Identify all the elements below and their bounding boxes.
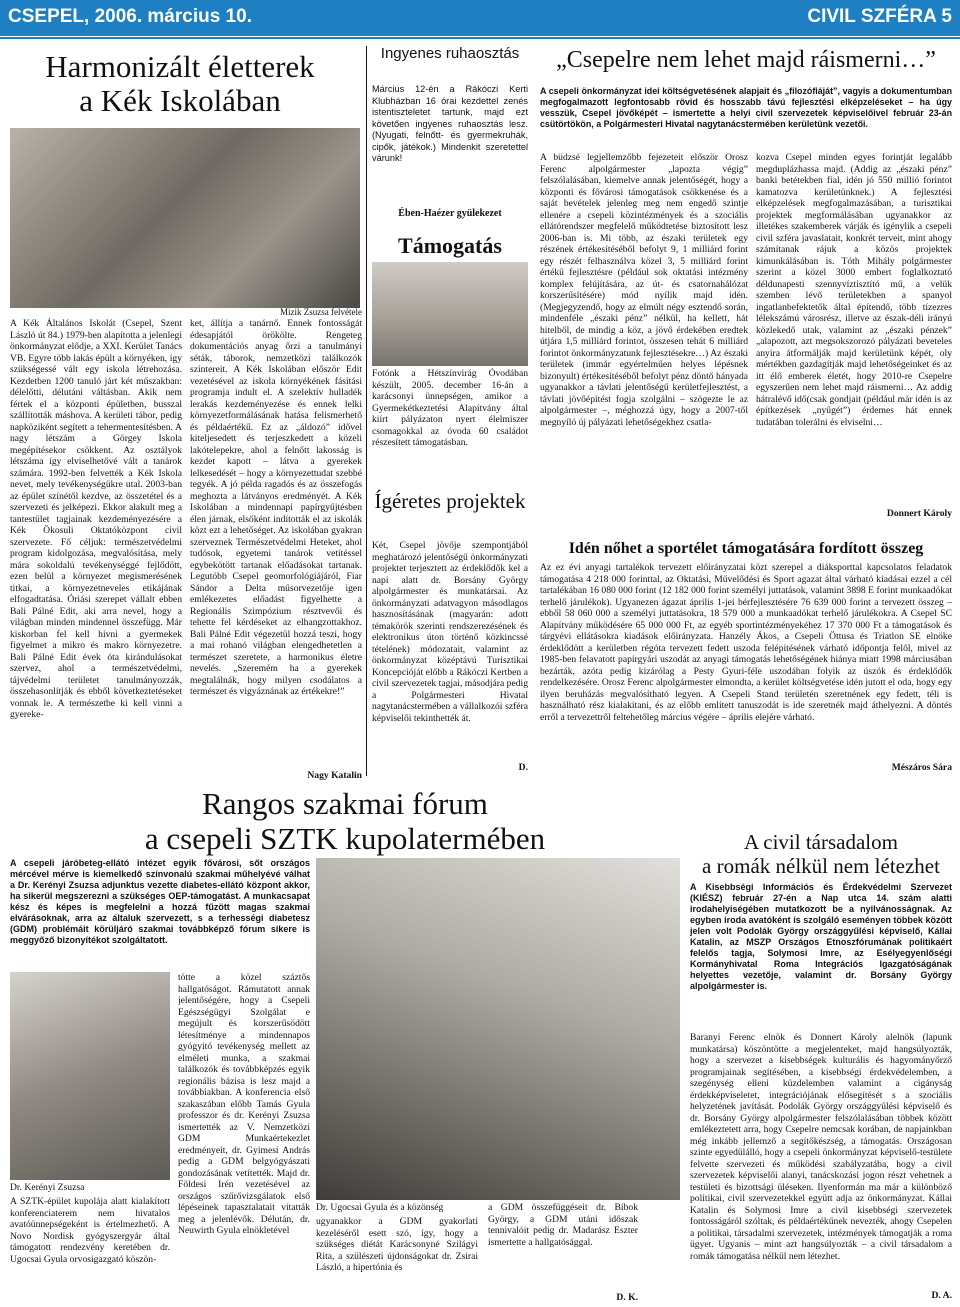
art6-author: Mészáros Sára xyxy=(891,762,952,773)
art8-title-line2: a romák nélkül nem létezhet xyxy=(702,854,940,878)
column-divider xyxy=(366,46,367,776)
art2-signature: Ében-Haézer gyülekezet xyxy=(398,208,502,219)
art1-author: Nagy Katalin xyxy=(307,770,362,781)
art7-title-line1: Rangos szakmai fórum xyxy=(202,786,488,821)
art2-title: Ingyenes ruhaosztás xyxy=(380,45,520,62)
art5-column-1: A büdzsé legjellemzőbb fejezeteit először Orosz Ferenc alpolgármester „lapozta végig” felszólalásában, kiemelve annak jelentőségét, hogy a központi és fővárosi támogatások csökkenése és a saját bevételek jelenleg meg nem engedő szintje ellenére a csepeli közintézmények és a szociális ellátórendszer megfelelő működtetése biztosított lesz 2006-ban is. Mi több, az északi területek egy részének értékesítéséből befolyt 9, 1 milliárd forint egy részét felhasználva közel 3, 5 milliárd forint értékű fejlesztésre (például sok oktatási intézmény komplex felújítására, az út- és csatornahálózat korszerűsítésére) mód nyílik majd idén. (Megjegyzendő, hogy az elmúlt négy esztendő során, mindenféle „északi pénz” nélkül, ha kellett, hát hitelből, de mindig a köz, a jövő érdekében eredtek útjára 1,5 milliárd forintot, összesen tehát 6 milliárd forintot önkormányzatunk fejlesztésekre…) Az északi területek (immár egyértelműen helyes lépésnek bizonyult) értékesítéséből befolyt pénz döntő hányada ugyanakkor a távlati jelentőségű kerületfejlesztést, a távlati jövőépítést fogja szolgálni – szögezte le az alpolgármester –, méghozzá úgy, hogy a 2007-től megnyíló új pályázati lehetőségekhez csatla- xyxy=(540,152,748,428)
art7-photo-left-caption: Dr. Kerényi Zsuzsa xyxy=(10,1182,85,1193)
art6-title: Idén nőhet a sportélet támogatására fordított összeg xyxy=(568,540,924,557)
art2-body: Március 12-én a Rákóczi Kerti Klubházban 16 órai kezdettel zenés istentiszteletet tartunk, majd ezt követően ingyenes ruhaosztás lesz. (Nyugati, felnőtt- és gyermekruhák, cipők, játékok.) Mindenkit szeretettel várunk! xyxy=(372,84,528,163)
art3-photo-kindergarten xyxy=(372,262,528,366)
art8-body: Baranyi Ferenc elnök és Donnert Károly alelnök (lapunk munkatársa) köszöntötte a megjelenteket, majd hangsúlyozták, hogy a szervezet a kisebbségek kulturális és hagyományőrző programjainak segítésében, a kisebbségi érdekvédelemben, a szegénység elleni küzdelemben valamint a cigányság érdekképviseletet, integrációjának elősegítését s a szociális helyzetének javítását. Podolák György országgyűlési képviselő és dr. Borsány György alpolgármester felszólalásában többek között emlékeztetett arra, hogy Csepelre nemcsak korában, de napjainkban még inkább jellemző a segítőkészség, a támogatás. Országosan szinte egyedülálló, hogy a csepeli önkormányzat képviselő-testülete felvette szervezeti és működési szabályzatába, hogy a civil szervezetek képviselői alanyi, tanácskozási jogon részt vehetnek a testületi és bizottsági üléseken. Ilyenformán ma már a különböző politikai, civil szervezetekkel együtt adja az önkormányzat. Kállai Katalin és Solymosi Imre a civil kisebbségi szervezetek fontosságáról szóltak, és példaértékűnek nevezték, ahogy Csepelen a politikai, társadalmi szervezetek, intézmények támogatják a roma ügyet. Ugyanis – mint azt hangsúlyozták – a civil társadalom a romák támogatása nélkül nem létezhet. xyxy=(690,1032,952,1262)
page-header xyxy=(0,0,960,36)
art7-lead: A csepeli járóbeteg-ellátó intézet egyik fővárosi, sőt országos mércével mérve is kiemelkedő színvonalú szakmai műhelyévé válhat a Dr. Kerényi Zsuzsa adjunktus vezette diabetes-ellátó központ akkor, ha sikerül megszerezni a szükséges OEP-támogatást. A munkacsapat kész és képes is megfelelni a hozzá fűzött magas szakmai elvárásoknak, arra az általuk szervezett, s a terhességi diabetesz (GDM) problémáit körüljáró szakmai továbbképző fórum sikere is meggyőző bizonyítékot szolgáltatott. xyxy=(10,858,310,945)
art7-column-1: A SZTK-épület kupolája alatt kialakított konferenciaterem nem hivatalos avatóünnepségeként is értelmezhető. A Novo Nordisk gyógyszergyár által támogatott rendezvény keretében dr. Ugocsai Gyula orvosigazgató köszön- xyxy=(10,1196,170,1265)
art1-title-line1: Harmonizált életterek xyxy=(45,49,315,84)
art1-title xyxy=(10,50,350,118)
art4-body: Két, Csepel jövője szempontjából meghatározó jelentőségű önkormányzati projektet terjesztett az érdeklődők kel a napi alatt dr. Borsány György alpolgármester és munkatársai. Az önkormányzati adatvagyon másodlagos hasznosításának (magyarán: adott témakörök szerinti rendszerezésének és elektronikus úton történő közkincssé tételének) módozatait, valamint az önkormányzat középtávú Turisztikai Koncepcióját előbb a Rákóczi Kertben a civil szervezetek tagjai, másodjára pedig a Polgármesteri Hivatal nagytanácstermében a vállalkozói szféra képviselői tekinthették át. xyxy=(372,540,528,724)
art7-photo-portrait xyxy=(10,972,170,1180)
art7-author: D. K. xyxy=(616,1292,638,1303)
art5-column-2: kozva Csepel minden egyes forintját legalább megduplázhassa majd. (Addig az „északi pénz” banki betétekben fial, idén jó 550 millió forintot kamatozva kerületünknek.) A fejlesztési elképzelések megfogalmazásában, a turisztikai projektek megformálásában ugyanakkor az illetékes szakemberek várják és igénylik a csepeli civil szféra javaslatait, konkrét terveit, mint ahogy számítanak rájuk a közös projektek kimunkálásában is. Tóth Mihály polgármester szerint a közel 3000 embert foglalkoztató déldunapesti szennyvíztisztító mű, a velük szemben lévő területekben a spanyol ingatlanbefektetők által építendő, több tízezres lélekszámú városrész, illetve az észak-déli irányú közlekedő utak, valamint az „északi pénzek” „alapozott, azt megsokszorozó pályázati beveteles anyira átformálják majd kerületünk képét, oly mértékben gazdagítják majd lehetőségeinket és az itt élő emberek életét, hogy 2010-re Csepelre egyszerűen nem lehet majd ráismerni… Az addig hátralévő idő(csak gondjait (például már idén is az építkezések „nyűgét”) érdemes hát ennek tudatában tolerálni és elviselni… xyxy=(756,152,952,428)
art6-body: Az ez évi anyagi tartalékok tervezett előirányzatai közt szerepel a diáksporttal kapcsolatos feladatok támogatása 4 218 000 forinttal, az Oktatási, Művelődési és Sport agazat által várható kiadásai ezzel a cél tartalékában 16 080 000 forint (12 182 000 forint személyi juttatások, valamint 3898 E forint munkaadókat terhelő járulékok). Ugyanezen ágazat április 1-jei bérfejlesztésére 76 639 000 forint a tervezett összeg – ebből 58 060 000 a személyi juttatásokra, 18 579 000 a munkaadókat terhelő járulékokra. A Csepel SC Alapítvány működésére 65 000 000 Ft, az egyéb sportintézményekéhez 17 370 000 Ft a támogatások és tárgyévi ellátásokra kiadások előirányzata. Hanzély Ákos, a Csepeli Öttusa és Triatlon SE elnöke érdeklődött a kerületben régóta tervezett fedett uszoda felépítésének várható időpontja felől, mivel az 1985-ben felavatott papírgyári uszodát az anyagi támogatás lehetőségének hiánya miatt 1998 márciusában bezárták, azóta pedig kizárólag a Pesty Gyuri-féle uszodában folyik az úszók és érdeklődők rendelkezésére. Orosz Ferenc alpolgármester elmondta, a kerület költségvetése idén jutott el oda, hogy egy ilyen beruházás megvalósítható legyen. A Csepeli Stand területén szeretnének egy fedett, téli is használható rész kialakítani, és az előbb említett tanuszodát is ide szeretnék majd áthelyezni. A döntés erről a tervezettről feltehetőleg március végére – április elejére várható. xyxy=(540,562,952,723)
art7-column-3: ugyanakkor a GDM gyakorlati kezeléséről esett szó, így, hogy a szükséges diétát Karácsonyné Szilágyi Rita, a szülészeti újdonságokat dr. Zsirai László, a hipertónia és xyxy=(316,1216,478,1273)
art8-title xyxy=(690,830,952,878)
art5-author: Donnert Károly xyxy=(886,508,952,519)
art1-title-line2: a Kék Iskolában xyxy=(79,83,281,118)
art3-title: Támogatás xyxy=(398,233,502,258)
art7-column-4: a GDM összefüggéseit dr. Bíbok György, a GDM utáni időszak tennivalóit pedig dr. Madarász Eszter ismertette a hallgatósággal. xyxy=(488,1202,638,1248)
art1-photo-credit: Mizik Zsuzsa felvétele xyxy=(280,307,362,317)
art7-title xyxy=(10,786,680,856)
header-date: CSEPEL, 2006. március 10. xyxy=(8,6,252,27)
art7-title-line2: a csepeli SZTK kupolatermében xyxy=(144,821,546,856)
art8-author: D. A. xyxy=(931,1290,952,1301)
art4-title: Ígéretes projektek xyxy=(374,489,526,513)
art7-photo-audience xyxy=(316,858,680,1200)
art8-lead: A Kisebbségi Információs és Érdekvédelmi Szervezet (KIÉSZ) február 27-én a Nap utca 14. szám alatti irodahelyiségében mutatkozott be a nyilvánosságnak. Az egyben iroda avatóként is szolgáló eseményen többek között jelen volt Podolák György országgyűlési képviselő, Kállai Katalin, az MSZP Országos Etnoszfórumának politikaért felelős tagja, Solymosi Imre, az Esélyegyenlőségi Kormányhivatal Roma Integrációs Igazgatóságának helyettes vezetője, valamint dr. Borsány György alpolgármester is. xyxy=(690,882,952,991)
art3-caption: Fotónk a Hétszínvirág Óvodában készült, 2005. december 16-án a karácsonyi ünnepségen, amikor a Gyermekétkeztetési Alapítvány által kiírt pályázaton nyert élelmiszer csomagokkal az óvoda 60 családot részesített támogatásban. xyxy=(372,368,528,448)
art7-column-2: tötte a közel száztős hallgatóságot. Rámutatott annak jelentőségére, hogy a Csepeli Egészségügyi Szolgálat e megújult és korszerűsödött létesítménye a mindennapos gyógyító tevékenység mellett az elméleti munka, a szakmai találkozók és továbbképzés egyik regionális bázisa is lesz majd a továbbiakban. A konferencia első szakaszában előbb Tamás Gyula professzor és dr. Kerényi Zsuzsa ismertették az V. Nemzetközi GDM Munkaértekezlet eredményeit, dr. Gyimesi András pedig a GDM belgyógyászati gondozásának vetítették. Majd dr. Földesi Irén vezetésével az országos szűrővizsgálatok első lépéseinek tapasztalatait vitatták meg a jelenlévők. Délután, dr. Neuwirth Gyula elnökletével xyxy=(178,972,310,1236)
header-section: CIVIL SZFÉRA 5 xyxy=(807,6,952,27)
header-rule xyxy=(0,37,960,39)
art1-column-1: A Kék Általános Iskolát (Csepel, Szent László út 84.) 1979-ben alapította a jelenlegi önkormányzat elődje, a XXI. Kerület Tanács VB. Egyre több lakás épült a környéken, így szükségessé vált egy iskola létrehozása. Kezdetben 1200 tanuló járt két műszakban: délelőtti, délutáni váltásban. Akik nem fértek el a központi épületben, busszal szállították máshova. A kerületi tábor, pedig napköziként segített a tehermentesítésben. A nagy létszám a Görgey Iskola megépítésekor csökkent. Az osztályok létszáma így elviselhetővé vált a tanárok számára. 1992-ben felvették a Kék Iskola nevet, mely tevékenységükre utal. 2003-ban az épület színétől kezdve, az összetétel és a szervezeti és jelképezi. Ekkor alakult meg a tantestület tagjainak kezdeményezésére a Kék Ökosuli Oktatóközpont civil szervezete. Fő céljuk: természetvédelmi program kidolgozása, megvalósítása, mely mára sokoldalú tevékenységgé fejlődött, ezen belül a környezet megismerésének titkai, a környezetneveles etikájának elfogadtatása. Óriási szerepet vállalt ebben Bali Pálné Edit, aki arra nevel, hogy a világban minden mindennel összefügg. Már kiskorban fel kell hívni a gyermekek figyelmet a mikro és makro környezetre. Bali Pálné Edit évek óta kirándulásokat szervez, ahol a természetvédelmi, tájvédelmi területet tanulmányozzák, összehasonlítják és ebből következtetéseket vonnak le. A természetbe ki kell vinni a gyereke- xyxy=(10,318,182,720)
art5-title: „Csepelre nem lehet majd ráismerni…” xyxy=(556,47,936,73)
art5-lead: A csepeli önkormányzat idei költségvetésének alapjait és „filozófiáját”, vagyis a dokumentumban megfogalmazott legfontosabb rövid és hosszabb távú fejlesztési elképzeléseket – ha úgy vesszük, Csepel jövőképét – ismertette a helyi civil szervezetek képviselőivel február 23-án csütörtökön, a Polgármesteri Hivatal nagytanácstermében kerületünk vezetői. xyxy=(540,86,952,129)
art4-author: D. xyxy=(518,762,528,773)
art1-column-2: ket, állítja a tanárnő. Ennek fontosságát édesapjától örökölte. Rengeteg dokumentációs anyag őrzi a tanulmányi séták, táborok, nemzetközi találkozók szintereit. A Kék Iskolában először Edit vezetésével az iskola környékének fásítási programja indult el. A szelektív hulladék lerakás kezdeményezése és ennek lelki környezetformálásának hatása felismerhető és példaértékű. Ez az „áldozó” idővel kiteljesedett és terjeszkedett a közeli lakótelepekre, ahol a felnőtt lakosság is kezdet kapott – látva a gyerekek lelkesedését – hogy a környezettudat szebbé tegyék. A jó példa ragadós és az összefogás meghozta a látványos eredményét. A Kék Iskolában a mindennapi papírgyűjtésben élen járnak, elsőként indították el az iskolák közt ezt a lehetőséget. Az iskolában gyakran szerveznek Természetvédelmi Heteket, ahol tudósok, egyetemi tanárok vetítéssel egybekötött tartanak előadásokat tartanak. Legutóbb Csepel geomorfológiájáról, Fiar Sándor a Delta műsorvezetője igen emlékezetes előadást figyelhette a Regionális Szimpózium résztvevői és tehette fel kérdéseket az elhangzottakhoz. Bali Pálné Edit végezetül hozzá teszi, hogy a mai rohanó világban elengedhetetlen a természet szeretete, a harmonikus életre nevelés. „Szeremém ha a gyerekek megtalálnák, hogy milyen csodálatos a természet és vigyáznának az értékekre!” xyxy=(190,318,362,697)
art1-photo-classroom xyxy=(10,128,360,308)
art8-title-line1: A civil társadalom xyxy=(744,830,898,854)
art7-photo-mid-caption: Dr. Ugocsai Gyula és a közönség xyxy=(316,1202,444,1213)
